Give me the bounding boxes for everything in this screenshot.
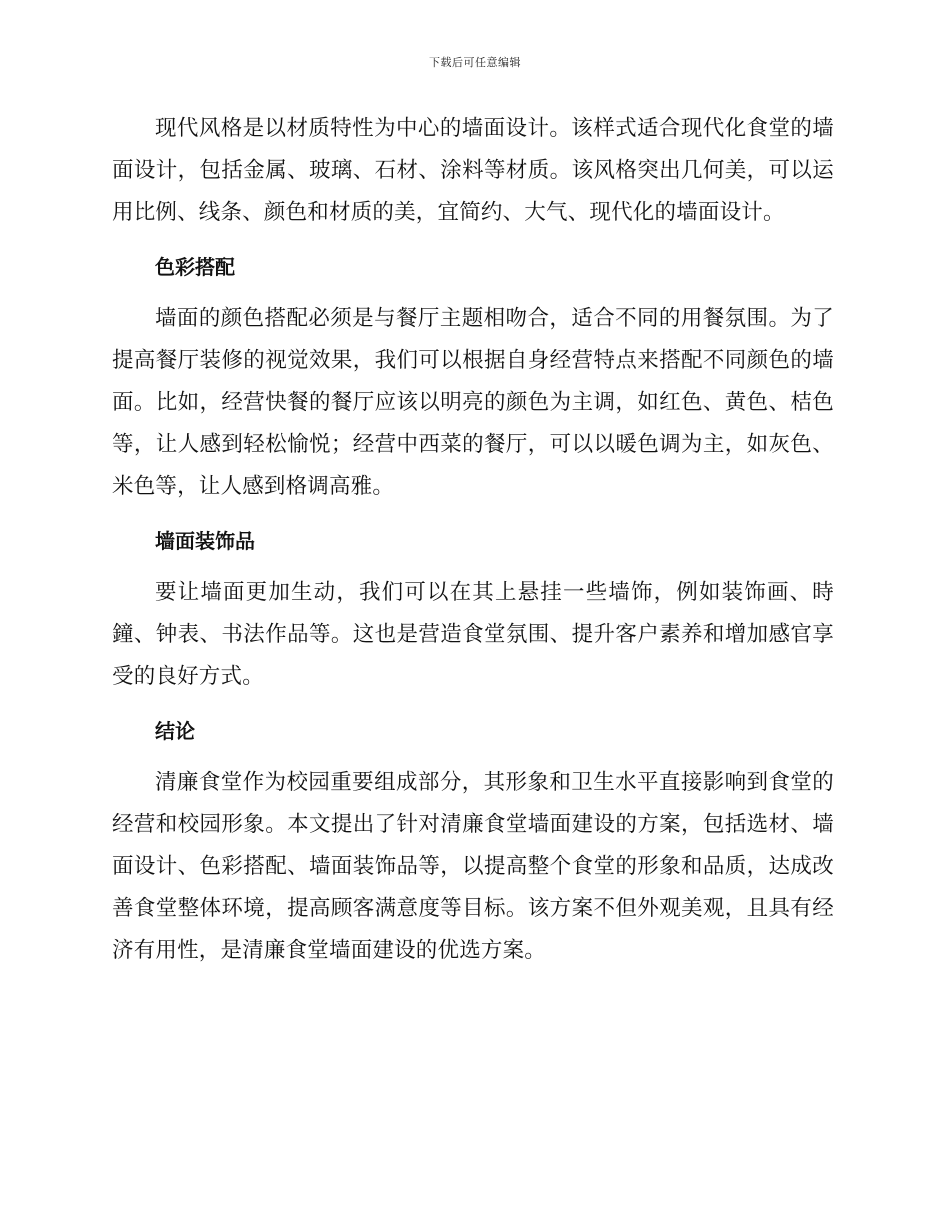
conclusion-paragraph: 清廉食堂作为校园重要组成部分，其形象和卫生水平直接影响到食堂的经营和校园形象。本文提出了针对清廉食堂墙面建设的方案，包括选材、墙面设计、色彩搭配、墙面装饰品等，以提高整个食堂的形象和品质，达成改善食堂整体环境，提高顾客满意度等目标。该方案不但外观美观，且具有经济有用性，是清廉食堂墙面建设的优选方案。 (112, 770, 834, 963)
page-header-note: 下载后可任意编辑 (429, 56, 521, 69)
section-heading-decor: 墙面装饰品 (155, 529, 255, 553)
section-heading-conclusion: 结论 (155, 719, 195, 743)
document-body (112, 108, 834, 972)
color-paragraph: 墙面的颜色搭配必须是与餐厅主题相吻合，适合不同的用餐氛围。为了提高餐厅装修的视觉效果，我们可以根据自身经营特点来搭配不同颜色的墙面。比如，经营快餐的餐厅应该以明亮的颜色为主调，如红色、黄色、桔色等，让人感到轻松愉悦；经营中西菜的餐厅，可以以暖色调为主，如灰色、米色等，让人感到格调高雅。 (112, 306, 834, 499)
decor-paragraph: 要让墙面更加生动，我们可以在其上悬挂一些墙饰，例如装饰画、時鐘、钟表、书法作品等。这也是营造食堂氛围、提升客户素养和增加感官享受的良好方式。 (112, 580, 834, 689)
section-heading-color: 色彩搭配 (155, 255, 235, 279)
intro-paragraph: 现代风格是以材质特性为中心的墙面设计。该样式适合现代化食堂的墙面设计，包括金属、玻璃、石材、涂料等材质。该风格突出几何美，可以运用比例、线条、颜色和材质的美，宜简约、大气、现代化的墙面设计。 (112, 116, 834, 225)
